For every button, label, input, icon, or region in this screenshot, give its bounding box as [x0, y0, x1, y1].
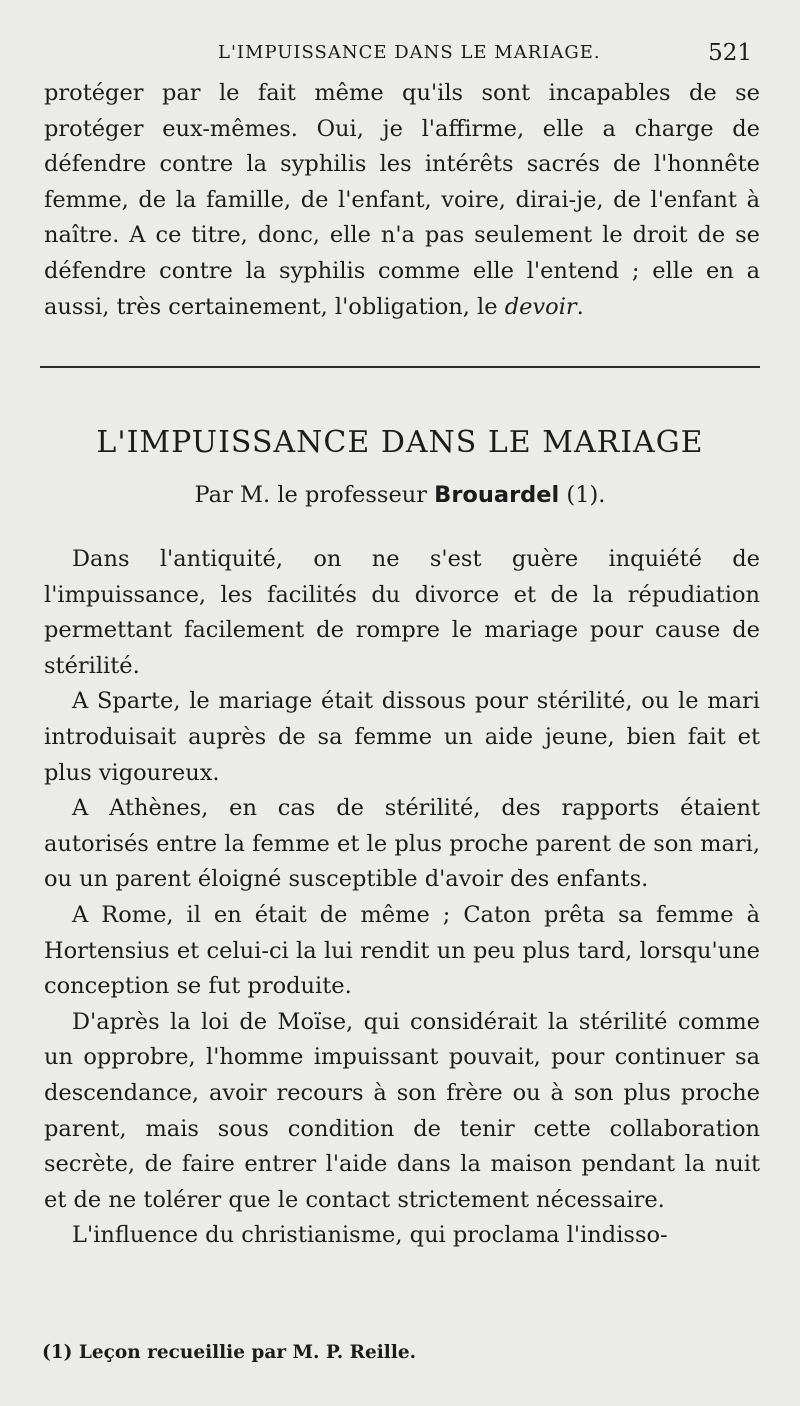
paragraph: A Rome, il en était de même ; Caton prêta sa femme à Hortensius et celui-ci la lui rendit un peu plus tard, lorsqu'une conception se fut produite.	[44, 901, 760, 1000]
page-number: 521	[708, 40, 752, 66]
paragraph: L'influence du christianisme, qui proclama l'indisso-	[72, 1222, 668, 1249]
article-title: L'IMPUISSANCE DANS LE MARIAGE	[96, 425, 704, 460]
running-header	[0, 36, 800, 66]
paragraph: A Athènes, en cas de stérilité, des rapports étaient autorisés entre la femme et le plus proche parent de son mari, ou un parent éloigné susceptible d'avoir des enfants.	[44, 795, 760, 893]
paragraph: A Sparte, le mariage était dissous pour stérilité, ou le mari introduisait auprès de sa femme un aide jeune, bien fait et plus vigoureux.	[44, 688, 760, 786]
author-name: Brouardel	[434, 482, 560, 508]
byline-suffix: .	[598, 482, 606, 508]
section-divider	[40, 366, 760, 368]
running-title: L'IMPUISSANCE DANS LE MARIAGE.	[218, 42, 601, 63]
paragraph	[44, 76, 760, 325]
article-body	[44, 542, 760, 1254]
footnote-reference: (1)	[559, 482, 599, 508]
byline	[0, 478, 800, 512]
paragraph: D'après la loi de Moïse, qui considérait la stérilité comme un opprobre, l'homme impuissant pouvait, pour continuer sa descendance, avoir recours à son frère ou à son plus proche parent, mais sous condition de tenir cette collaboration secrète, de faire entrer l'aide dans la maison pendant la nuit et de ne tolérer que le contact strictement nécessaire.	[44, 1008, 760, 1213]
paragraph-end-punctuation: .	[576, 293, 584, 320]
byline-prefix: Par M. le professeur	[194, 482, 435, 508]
paragraph-text: protéger par le fait même qu'ils sont incapables de se protéger eux-mêmes. Oui, je l'affirme, elle a charge de défendre contre la syphilis les intérêts sacrés de l'honnête femme, de la famille, de l'enfant, voire, dirai-je, de l'enfant à naître. A ce titre, donc, elle n'a pas seulement le droit de se défendre contre la syphilis comme elle l'entend ; elle en a aussi, très certainement, l'obligation, le	[44, 80, 760, 320]
paragraph: Dans l'antiquité, on ne s'est guère inquiété de l'impuissance, les facilités du divorce et de la répudiation permettant facilement de rompre le mariage pour cause de stérilité.	[44, 546, 760, 679]
previous-article-ending	[44, 76, 760, 325]
footnote: (1) Leçon recueillie par M. P. Reille.	[42, 1342, 417, 1363]
emphasized-word: devoir	[504, 293, 577, 320]
